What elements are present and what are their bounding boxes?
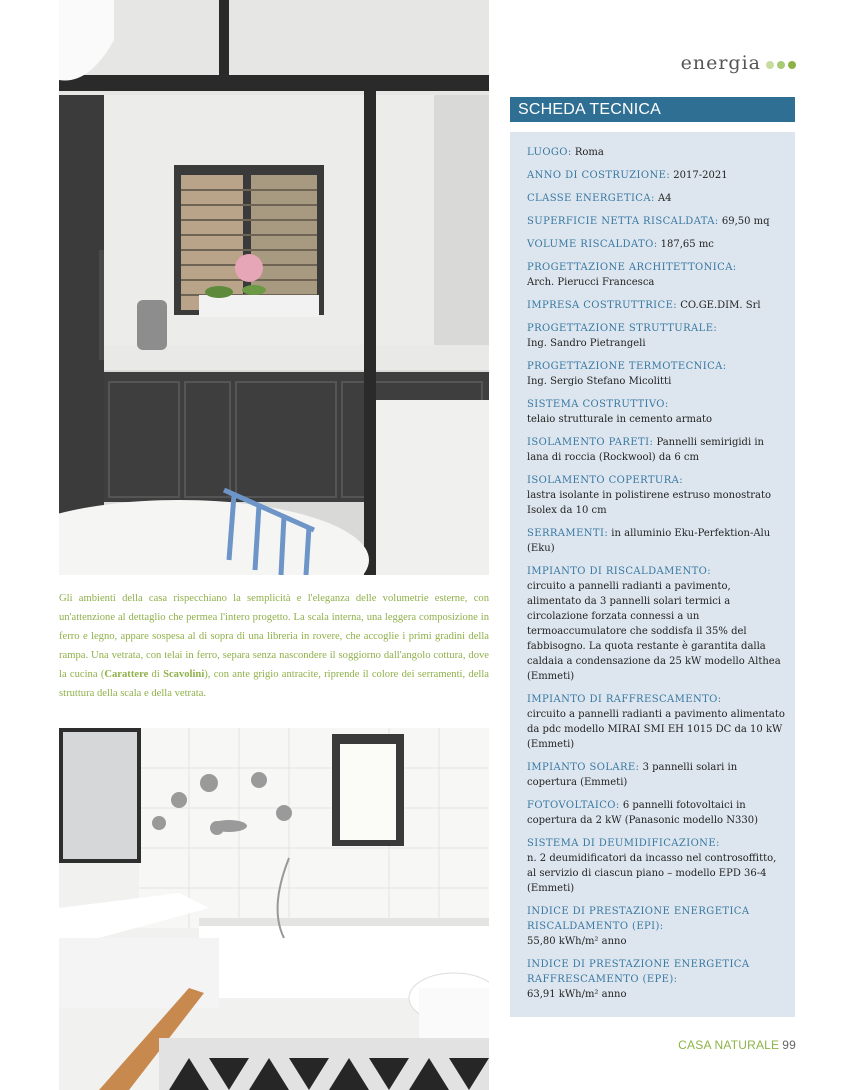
section-label	[681, 52, 796, 74]
spec-label: IMPIANTO DI RISCALDAMENTO:	[527, 566, 712, 577]
spec-value: Ing. Sergio Stefano Micolitti	[527, 376, 672, 387]
spec-label: FOTOVOLTAICO:	[527, 800, 620, 811]
page-footer	[678, 1038, 796, 1052]
spec-value: Roma	[574, 147, 604, 158]
kitchen-photo	[59, 0, 489, 575]
dot-icon	[766, 61, 774, 69]
spec-item-fotovoltaico	[527, 798, 785, 828]
spec-item-epi	[527, 904, 785, 949]
spec-label: SISTEMA DI DEUMIDIFICAZIONE:	[527, 838, 720, 849]
spec-label: ISOLAMENTO COPERTURA:	[527, 475, 684, 486]
dot-icon	[788, 61, 796, 69]
magazine-name: CASA NATURALE	[678, 1038, 780, 1052]
spec-label: VOLUME RISCALDATO:	[527, 239, 658, 250]
spec-label: PROGETTAZIONE TERMOTECNICA:	[527, 361, 727, 372]
spec-item-isolamento-pareti	[527, 435, 785, 465]
spec-sheet-panel	[510, 132, 795, 1017]
spec-value: telaio strutturale in cemento armato	[527, 414, 712, 425]
spec-item-impresa	[527, 298, 785, 313]
spec-item-sistema-costruttivo	[527, 397, 785, 427]
spec-label: IMPIANTO SOLARE:	[527, 762, 640, 773]
spec-item-deumidificazione	[527, 836, 785, 896]
spec-value: 63,91 kWh/m² anno	[527, 989, 627, 1000]
spec-label: IMPIANTO DI RAFFRESCAMENTO:	[527, 694, 722, 705]
caption-text-join: di	[148, 669, 164, 680]
caption-text-end: ), con ante grigio antracite, riprende il colore dei serramenti, della struttura della scala e della vetrata.	[59, 669, 489, 699]
caption-brand-carattere: Carattere	[104, 669, 149, 680]
spec-label: SUPERFICIE NETTA RISCALDATA:	[527, 216, 719, 227]
spec-label: PROGETTAZIONE ARCHITETTONICA:	[527, 262, 737, 273]
spec-item-raffrescamento	[527, 692, 785, 752]
spec-item-strutturale	[527, 321, 785, 351]
spec-value: circuito a pannelli radianti a pavimento, alimentato da 3 pannelli solari termici a circolazione forzata connessi a un termoaccumulatore che soddisfa il 35% del fabbisogno. La quota restante è garantita dalla caldaia a condensazione da 25 kW modello Althea (Emmeti)	[527, 581, 781, 682]
spec-value: Arch. Pierucci Francesca	[527, 277, 655, 288]
spec-label: IMPRESA COSTRUTTRICE:	[527, 300, 678, 311]
spec-item-volume	[527, 237, 785, 252]
spec-item-riscaldamento	[527, 564, 785, 684]
spec-value: n. 2 deumidificatori da incasso nel controsoffitto, al servizio di ciascun piano – modello EPD 36-4 (Emmeti)	[527, 853, 777, 894]
spec-label: PROGETTAZIONE STRUTTURALE:	[527, 323, 718, 334]
spec-label: SISTEMA COSTRUTTIVO:	[527, 399, 669, 410]
page-number: 99	[782, 1038, 796, 1052]
spec-value: 187,65 mc	[660, 239, 714, 250]
spec-value: circuito a pannelli radianti a pavimento alimentato da pdc modello MIRAI SMI EH 1015 DC da 10 kW (Emmeti)	[527, 709, 785, 750]
spec-label: CLASSE ENERGETICA:	[527, 193, 655, 204]
spec-label: ISOLAMENTO PARETI:	[527, 437, 654, 448]
bathroom-photo	[59, 728, 489, 1090]
dot-icon	[777, 61, 785, 69]
spec-item-architettonica	[527, 260, 785, 290]
spec-value: lastra isolante in polistirene estruso monostrato Isolex da 10 cm	[527, 490, 772, 516]
spec-label: ANNO DI COSTRUZIONE:	[527, 170, 671, 181]
photo-caption	[59, 589, 489, 703]
spec-value: 2017-2021	[673, 170, 728, 181]
spec-item-isolamento-copertura	[527, 473, 785, 518]
spec-value: A4	[657, 193, 672, 204]
caption-text: Gli ambienti della casa rispecchiano la semplicità e l'eleganza delle volumetrie esterne, con un'attenzione al dettaglio che permea l'intero progetto. La scala interna, una leggera composizione in ferro e legno, appare sospesa al di sopra di una libreria in rovere, che accoglie i primi gradini della rampa. Una vetrata, con telai in ferro, separa senza nascondere il soggiorno dall'angolo cottura, dove la cucina (	[59, 593, 489, 680]
spec-sheet-title: SCHEDA TECNICA	[510, 97, 795, 122]
spec-label: INDICE DI PRESTAZIONE ENERGETICA RAFFRESCAMENTO (EPE):	[527, 959, 750, 985]
spec-value: Ing. Sandro Pietrangeli	[527, 338, 646, 349]
spec-value: Pannelli semirigidi in lana di roccia (Rockwool) da 6 cm	[527, 437, 764, 463]
spec-value: 3 pannelli solari in copertura (Emmeti)	[527, 762, 738, 788]
spec-value: in alluminio Eku-Perfektion-Alu (Eku)	[527, 528, 771, 554]
spec-item-termotecnica	[527, 359, 785, 389]
spec-item-serramenti	[527, 526, 785, 556]
spec-label: SERRAMENTI:	[527, 528, 609, 539]
spec-item-luogo	[527, 145, 785, 160]
spec-item-classe	[527, 191, 785, 206]
spec-value: 69,50 mq	[721, 216, 770, 227]
spec-value: CO.GE.DIM. Srl	[680, 300, 761, 311]
caption-brand-scavolini: Scavolini	[163, 669, 205, 680]
section-label-text: energia	[680, 52, 761, 74]
spec-item-anno	[527, 168, 785, 183]
spec-value: 55,80 kWh/m² anno	[527, 936, 627, 947]
spec-item-epe	[527, 957, 785, 1002]
spec-item-solare	[527, 760, 785, 790]
spec-item-superficie	[527, 214, 785, 229]
spec-label: INDICE DI PRESTAZIONE ENERGETICA RISCALDAMENTO (EPI):	[527, 906, 750, 932]
spec-value: 6 pannelli fotovoltaici in copertura da 2 kW (Panasonic modello N330)	[527, 800, 758, 826]
section-dots-icon	[766, 61, 796, 69]
spec-label: LUOGO:	[527, 147, 572, 158]
